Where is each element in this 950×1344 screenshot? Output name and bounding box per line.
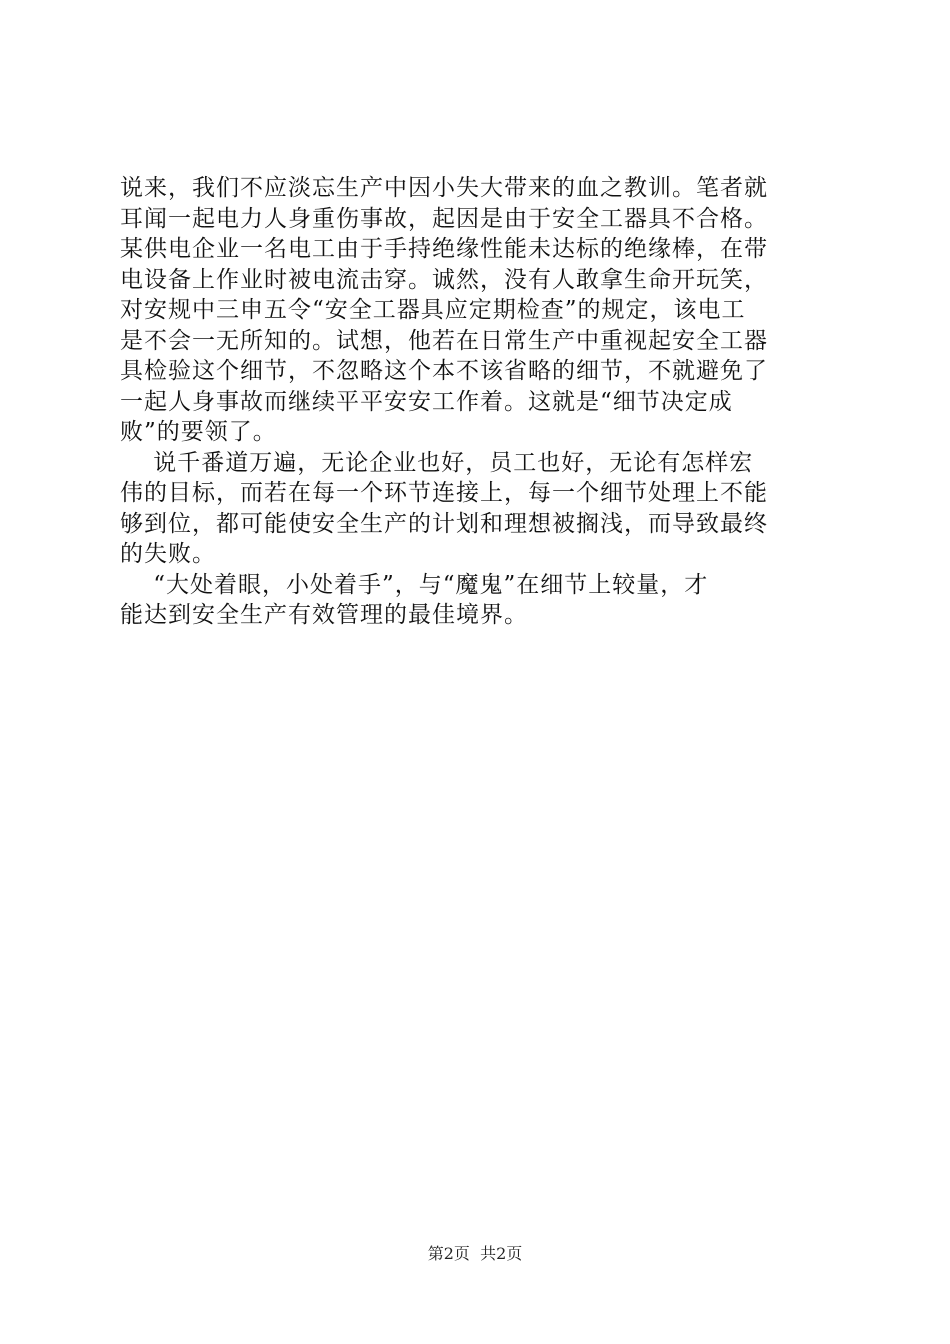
text-line: “大处着眼，小处着手”，与“魔鬼”在细节上较量，才	[120, 571, 709, 598]
text-line: 耳闻一起电力人身重伤事故，起因是由于安全工器具不合格。	[120, 205, 768, 232]
text-line: 是不会一无所知的。试想，他若在日常生产中重视起安全工器	[120, 327, 768, 354]
text-line: 伟的目标，而若在每一个环节连接上，每一个细节处理上不能	[120, 480, 768, 506]
text-line: 的失败。	[120, 541, 216, 567]
text-line: 够到位，都可能使安全生产的计划和理想被搁浅，而导致最终	[120, 510, 768, 537]
body-text	[120, 173, 832, 631]
text-line: 具检验这个细节，不忽略这个本不该省略的细节，不就避免了	[120, 358, 768, 384]
text-line: 说千番道万遍，无论企业也好，员工也好，无论有怎样宏	[120, 449, 754, 476]
page-footer	[0, 1244, 950, 1264]
text-line: 能达到安全生产有效管理的最佳境界。	[120, 602, 528, 628]
page-number: 第2页 共2页	[427, 1244, 523, 1263]
text-line: 对安规中三申五令“安全工器具应定期检查”的规定，该电工	[120, 297, 746, 323]
text-line: 说来，我们不应淡忘生产中因小失大带来的血之教训。笔者就	[120, 175, 768, 201]
text-line: 电设备上作业时被电流击穿。诚然，没有人敢拿生命开玩笑，	[120, 266, 768, 293]
text-line: 某供电企业一名电工由于手持绝缘性能未达标的绝缘棒，在带	[120, 236, 768, 262]
text-line: 败”的要领了。	[120, 419, 277, 445]
text-line: 一起人身事故而继续平平安安工作着。这就是“细节决定成	[120, 388, 733, 415]
